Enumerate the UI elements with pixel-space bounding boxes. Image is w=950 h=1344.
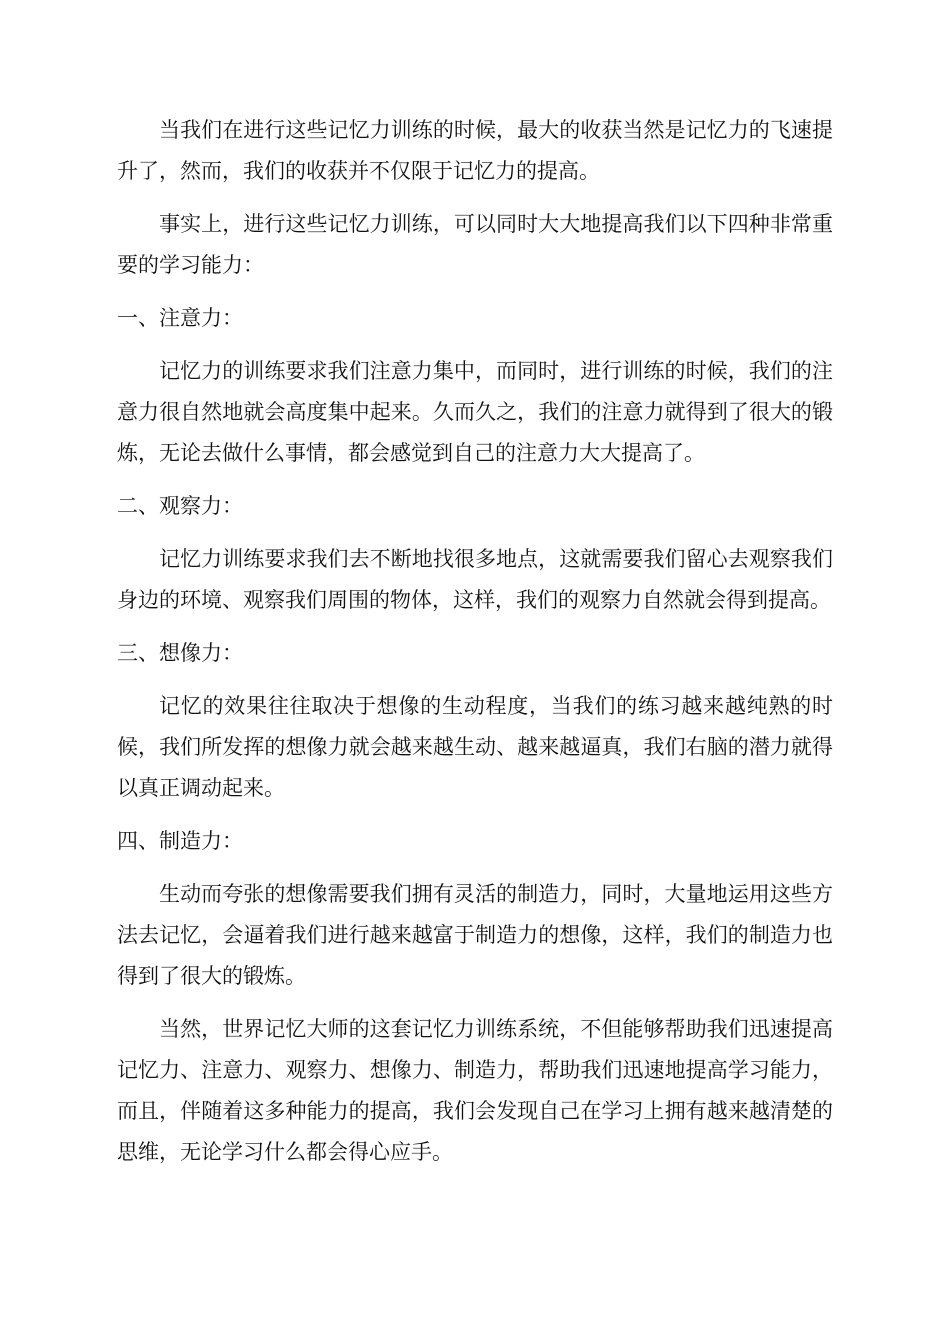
paragraph-observation: 记忆力训练要求我们去不断地找很多地点，这就需要我们留心去观察我们身边的环境、观察我们周围的物体，这样，我们的观察力自然就会得到提高。 [117,547,833,612]
paragraph-conclusion: 当然，世界记忆大师的这套记忆力训练系统，不但能够帮助我们迅速提高记忆力、注意力、观察力、想像力、制造力，帮助我们迅速地提高学习能力，而且，伴随着这多种能力的提高，我们会发现自己在学习上拥有越来越清楚的思维，无论学习什么都会得心应手。 [117,1017,833,1164]
paragraph-four-abilities: 事实上，进行这些记忆力训练，可以同时大大地提高我们以下四种非常重要的学习能力： [117,212,833,277]
heading-imagination: 三、想像力： [117,641,243,665]
paragraph-creativity: 生动而夸张的想像需要我们拥有灵活的制造力，同时，大量地运用这些方法去记忆，会逼着我们进行越来越富于制造力的想像，这样，我们的制造力也得到了很大的锻炼。 [117,882,833,988]
paragraph-intro: 当我们在进行这些记忆力训练的时候，最大的收获当然是记忆力的飞速提升了，然而，我们的收获并不仅限于记忆力的提高。 [117,118,833,183]
heading-observation: 二、观察力： [117,494,243,518]
heading-attention: 一、注意力： [117,306,243,330]
document-page [117,110,833,1173]
paragraph-attention: 记忆力的训练要求我们注意力集中，而同时，进行训练的时候，我们的注意力很自然地就会高度集中起来。久而久之，我们的注意力就得到了很大的锻炼，无论去做什么事情，都会感觉到自己的注意力大大提高了。 [117,359,833,465]
paragraph-imagination: 记忆的效果往往取决于想像的生动程度，当我们的练习越来越纯熟的时候，我们所发挥的想像力就会越来越生动、越来越逼真，我们右脑的潜力就得以真正调动起来。 [117,694,833,800]
heading-creativity: 四、制造力： [117,829,243,853]
